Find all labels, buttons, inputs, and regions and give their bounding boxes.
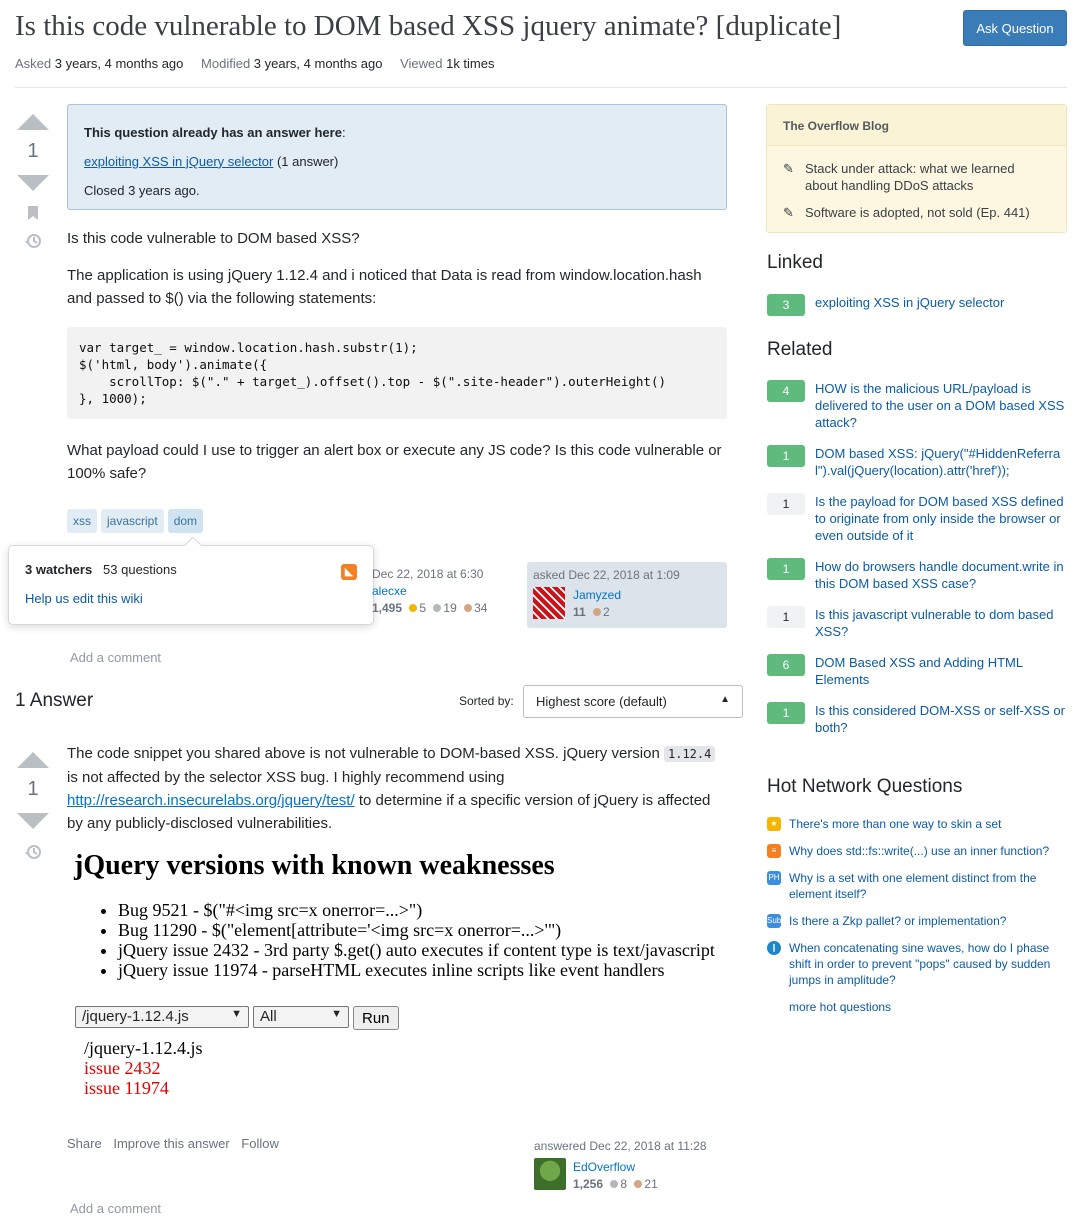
- blog-item[interactable]: [767, 160, 1066, 194]
- linked-question-link[interactable]: exploiting XSS in jQuery selector: [815, 295, 1005, 310]
- question-body: [67, 227, 727, 324]
- medal-icon: ★: [767, 817, 781, 831]
- stackoverflow-icon: ≡: [767, 844, 781, 858]
- silver-badge-icon: [610, 1180, 618, 1188]
- add-comment-link[interactable]: Add a comment: [70, 650, 162, 665]
- answerer-info: [573, 1159, 658, 1193]
- edit-wiki-link[interactable]: Help us edit this wiki: [25, 591, 143, 606]
- related-question-link[interactable]: DOM based XSS: jQuery("#HiddenReferral").val(jQuery(location).attr('href'));: [815, 446, 1061, 478]
- related-item[interactable]: [767, 445, 1067, 479]
- related-question-link[interactable]: Is this considered DOM-XSS or self-XSS or both?: [815, 703, 1065, 735]
- editor-reputation: 1,495: [372, 601, 403, 615]
- bronze-badge-icon: [593, 608, 601, 616]
- related-heading: Related: [767, 339, 833, 360]
- hot-question-item[interactable]: [767, 940, 1067, 988]
- header-divider: [15, 87, 1067, 88]
- bronze-badge-count: 21: [644, 1177, 658, 1191]
- history-icon[interactable]: [15, 232, 51, 255]
- output-issue: issue 11974: [84, 1078, 169, 1098]
- bronze-badge-icon: [634, 1180, 642, 1188]
- output-issue: issue 2432: [84, 1058, 161, 1078]
- closed-notice: Closed 3 years ago.: [84, 182, 200, 198]
- answer-post-menu: [67, 1136, 287, 1151]
- score-badge: 1: [767, 558, 805, 580]
- asked-value: 3 years, 4 months ago: [54, 56, 184, 71]
- tag-xss[interactable]: xss: [67, 509, 97, 533]
- hot-question-link[interactable]: Why does std::fs::write(...) use an inner function?: [789, 844, 1050, 858]
- silver-badge-count: 8: [620, 1177, 628, 1191]
- answerer-card: [534, 1138, 707, 1155]
- question-paragraph: What payload could I use to trigger an alert box or execute any JS code? Is this code vulnerable or 100% safe?: [67, 442, 722, 482]
- bronze-badge-count: 34: [474, 601, 488, 615]
- answer-vote-column: [15, 752, 51, 866]
- asked-time: asked Dec 22, 2018 at 1:09: [533, 568, 680, 582]
- answered-time: answered Dec 22, 2018 at 11:28: [534, 1139, 707, 1153]
- answerer-avatar[interactable]: [534, 1158, 566, 1190]
- share-link[interactable]: Share: [67, 1136, 102, 1151]
- score-badge: 1: [767, 606, 805, 628]
- weakness-list: [74, 900, 734, 980]
- silver-badge-icon: [433, 604, 441, 612]
- embedded-screenshot: [74, 850, 734, 980]
- question-vote-column: [15, 114, 51, 255]
- editor-card: [372, 566, 487, 617]
- upvote-icon[interactable]: [17, 752, 49, 768]
- linked-list: [767, 294, 1067, 330]
- silver-badge-count: 19: [443, 601, 457, 615]
- edited-time: Dec 22, 2018 at 6:30: [372, 567, 484, 581]
- overflow-blog-widget: [766, 104, 1067, 233]
- upvote-icon[interactable]: [17, 114, 49, 130]
- popover-stats: [25, 562, 357, 577]
- tag-dom[interactable]: dom: [168, 509, 203, 533]
- ask-question-button[interactable]: Ask Question: [963, 10, 1067, 46]
- viewed-value: 1k times: [446, 56, 495, 71]
- insecurelabs-link[interactable]: http://research.insecurelabs.org/jquery/test/: [67, 792, 355, 809]
- version-select-value: /jquery-1.12.4.js: [82, 1008, 189, 1025]
- related-question-link[interactable]: Is the payload for DOM based XSS defined to originate from only inside the browser or even outside of it: [815, 494, 1064, 543]
- duplicate-link[interactable]: exploiting XSS in jQuery selector: [84, 153, 274, 169]
- blog-item-text[interactable]: Software is adopted, not sold (Ep. 441): [805, 205, 1030, 220]
- bookmark-icon[interactable]: [15, 205, 51, 226]
- questions-count: 53 questions: [103, 562, 177, 577]
- answer-paragraph: [67, 742, 727, 835]
- sorted-by-label: Sorted by:: [459, 694, 514, 708]
- question-title[interactable]: Is this code vulnerable to DOM based XSS jquery animate? [duplicate]: [15, 10, 842, 42]
- hot-question-link[interactable]: Why is a set with one element distinct from the element itself?: [789, 871, 1037, 901]
- philosophy-icon: PH: [767, 871, 781, 885]
- related-question-link[interactable]: Is this javascript vulnerable to dom based XSS?: [815, 607, 1054, 639]
- sort-value: Highest score (default): [536, 694, 667, 709]
- more-hot-questions-link[interactable]: more hot questions: [789, 1000, 892, 1014]
- related-question-link[interactable]: DOM Based XSS and Adding HTML Elements: [815, 655, 1023, 687]
- linked-item[interactable]: [767, 294, 1067, 316]
- score-badge: 6: [767, 654, 805, 676]
- sort-select[interactable]: [523, 685, 743, 718]
- blog-item-text[interactable]: Stack under attack: what we learned about handling DDoS attacks: [805, 161, 1015, 193]
- substrate-icon: Sub: [767, 914, 781, 928]
- improve-answer-link[interactable]: Improve this answer: [113, 1136, 230, 1151]
- dropdown-arrow-icon: ▼: [231, 1008, 242, 1020]
- question-vote-count: 1: [27, 140, 39, 162]
- question-meta: [15, 56, 509, 71]
- embed-controls: [75, 1006, 399, 1030]
- list-item: • Bug 11290 - $("element[attribute='<img src=x onerror=...>'"): [118, 920, 734, 940]
- answers-count-heading: 1 Answer: [15, 690, 94, 711]
- related-question-link[interactable]: HOW is the malicious URL/payload is delivered to the user on a DOM based XSS attack?: [815, 381, 1065, 430]
- hot-question-item[interactable]: [767, 843, 1067, 859]
- list-item: • jQuery issue 2432 - 3rd party $.get() auto executes if content type is text/javascript: [118, 940, 734, 960]
- related-item[interactable]: [767, 702, 1067, 736]
- filter-select: [253, 1006, 349, 1028]
- hot-question-link[interactable]: Is there a Zkp pallet? or implementation?: [789, 914, 1007, 928]
- rss-icon[interactable]: ◣: [341, 564, 357, 580]
- hot-question-item[interactable]: [767, 870, 1067, 902]
- hot-question-item[interactable]: [767, 913, 1067, 929]
- pencil-icon: ✎: [783, 205, 794, 220]
- dsp-icon: ∥: [767, 941, 781, 955]
- editor-name[interactable]: alecxe: [372, 584, 407, 598]
- pencil-icon: ✎: [783, 161, 794, 176]
- hot-question-link[interactable]: There's more than one way to skin a set: [789, 817, 1002, 831]
- history-icon[interactable]: [15, 843, 51, 866]
- score-badge: 3: [767, 294, 805, 316]
- watchers-count: 3 watchers: [25, 562, 93, 577]
- duplicate-answer-count: (1 answer): [276, 153, 339, 169]
- answerer-name[interactable]: EdOverflow: [573, 1160, 636, 1174]
- answer-text-2: is not affected by the selector XSS bug. I highly recommend using: [67, 769, 505, 786]
- popover-caret: [185, 537, 202, 554]
- code-block: var target_ = window.location.hash.substr(1); $('html, body').animate({ scrollTop: $("." + target_).offset().top - $(".site-header").outerHeight() }, 1000);: [67, 327, 727, 419]
- related-item[interactable]: [767, 380, 1067, 431]
- related-item[interactable]: [767, 558, 1067, 592]
- answerer-reputation: 1,256: [573, 1177, 604, 1191]
- answer-text-1: The code snippet you shared above is not vulnerable to DOM-based XSS. jQuery version: [67, 745, 660, 762]
- embed-output: [84, 1038, 203, 1098]
- tag-list: [67, 509, 203, 533]
- output-file: /jquery-1.12.4.js: [84, 1038, 203, 1058]
- asker-card: [527, 562, 727, 628]
- viewed-label: Viewed: [400, 56, 443, 71]
- downvote-icon[interactable]: [17, 813, 49, 829]
- dropdown-arrow-icon: ▼: [331, 1008, 342, 1020]
- tag-javascript[interactable]: javascript: [101, 509, 164, 533]
- version-select: [75, 1006, 249, 1028]
- duplicate-colon: :: [341, 125, 346, 140]
- related-item[interactable]: [767, 606, 1067, 640]
- select-arrows-icon: ▲: [720, 694, 730, 705]
- bronze-badge-icon: [464, 604, 472, 612]
- linked-heading: Linked: [767, 252, 823, 273]
- hot-network-heading: Hot Network Questions: [767, 776, 963, 797]
- list-item: • jQuery issue 11974 - parseHTML executes inline scripts like event handlers: [118, 960, 734, 980]
- score-badge: 1: [767, 702, 805, 724]
- modified-label: Modified: [201, 56, 251, 71]
- hot-question-item[interactable]: [767, 816, 1067, 832]
- bronze-badge-count: 2: [603, 605, 610, 619]
- asker-avatar[interactable]: [533, 587, 565, 619]
- answer-text-3: to determine if a specific version of jQuery is affected by any publicly-disclosed vulnerabilities.: [67, 792, 711, 832]
- tag-popover: [8, 545, 374, 625]
- score-badge: 1: [767, 445, 805, 467]
- blog-title: The Overflow Blog: [767, 105, 1066, 146]
- run-button: Run: [353, 1006, 399, 1030]
- more-hot-item[interactable]: [767, 999, 1067, 1015]
- gold-badge-count: 5: [419, 601, 427, 615]
- score-badge: 4: [767, 380, 805, 402]
- blog-item[interactable]: [767, 204, 1066, 221]
- filter-select-value: All: [260, 1008, 277, 1025]
- modified-value: 3 years, 4 months ago: [253, 56, 383, 71]
- duplicate-notice: [67, 104, 727, 210]
- related-list: [767, 380, 1067, 750]
- related-item[interactable]: [767, 493, 1067, 544]
- question-paragraph: The application is using jQuery 1.12.4 and i noticed that Data is read from window.location.hash and passed to $() via the following statements:: [67, 267, 702, 307]
- version-code: 1.12.4: [664, 746, 715, 762]
- asked-label: Asked: [15, 56, 52, 71]
- related-item[interactable]: [767, 654, 1067, 688]
- list-item: • Bug 9521 - $("#<img src=x onerror=...>"): [118, 900, 734, 920]
- answer-vote-count: 1: [27, 778, 39, 800]
- hot-network-list: [767, 816, 1067, 1026]
- asker-reputation: 11: [573, 605, 586, 619]
- gold-badge-icon: [409, 604, 417, 612]
- question-body-continued: [67, 439, 727, 499]
- answer-body: [67, 742, 727, 849]
- follow-link[interactable]: Follow: [241, 1136, 279, 1151]
- duplicate-heading: This question already has an answer here: [84, 125, 342, 140]
- downvote-icon[interactable]: [17, 175, 49, 191]
- question-paragraph: Is this code vulnerable to DOM based XSS?: [67, 230, 360, 247]
- score-badge: 1: [767, 493, 805, 515]
- hot-question-link[interactable]: When concatenating sine waves, how do I phase shift in order to prevent "pops" caused by sudden jumps in amplitude?: [789, 941, 1051, 987]
- add-comment-link[interactable]: Add a comment: [70, 1201, 162, 1216]
- related-question-link[interactable]: How do browsers handle document.write in this DOM based XSS case?: [815, 559, 1064, 591]
- embed-heading: jQuery versions with known weaknesses: [74, 850, 555, 881]
- asker-name[interactable]: Jamyzed: [573, 588, 622, 602]
